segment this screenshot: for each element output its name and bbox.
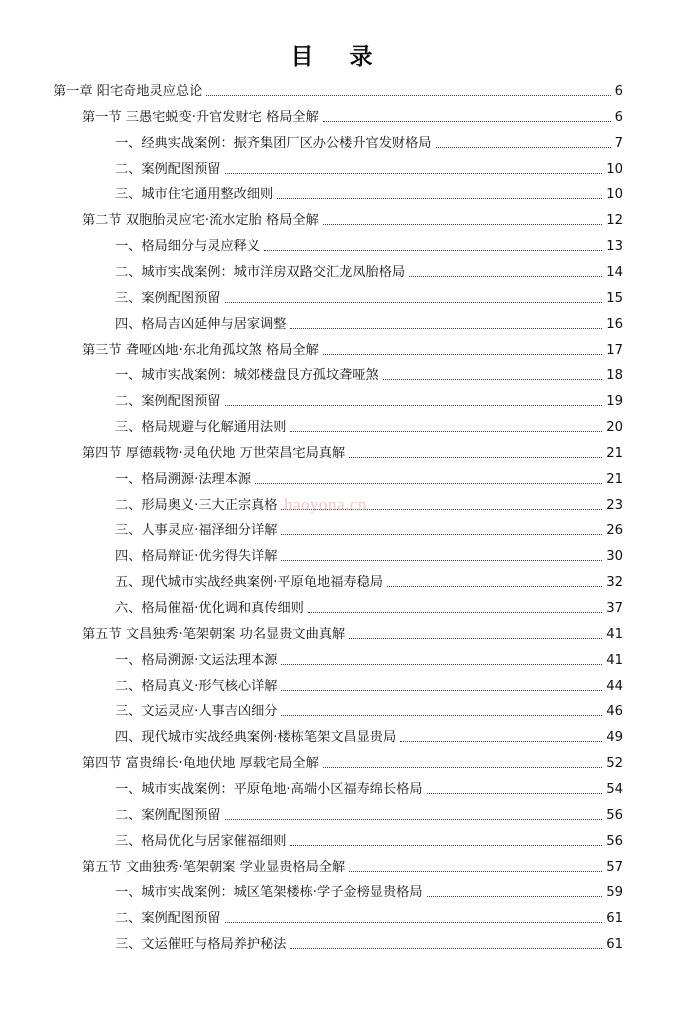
dot-leader [323, 224, 602, 225]
dot-leader [225, 405, 603, 406]
toc-page-number: 23 [606, 497, 623, 513]
toc-chapter-entry [53, 79, 623, 101]
dot-leader [225, 173, 603, 174]
toc-subsection-entry [115, 906, 623, 928]
toc-entry-title: 二、案例配图预留 [115, 911, 221, 927]
toc-entry-title: 三、城市住宅通用整改细则 [115, 187, 274, 203]
toc-entry-title: 三、文运灵应·人事吉凶细分 [115, 704, 278, 720]
toc-entry-title: 一、经典实战案例：振齐集团厂区办公楼升官发财格局 [115, 135, 432, 151]
dot-leader [264, 250, 602, 251]
dot-leader [308, 612, 602, 613]
toc-subsection-entry [115, 880, 623, 902]
toc-page-number: 21 [606, 445, 623, 461]
dot-leader [290, 431, 602, 432]
toc-subsection-entry [115, 932, 623, 954]
toc-page-number: 14 [606, 264, 623, 280]
dot-leader [290, 948, 602, 949]
toc-page-number: 26 [606, 523, 623, 539]
toc-page-number: 56 [606, 807, 623, 823]
toc-subsection-entry [115, 312, 623, 334]
toc-subsection-entry [115, 389, 623, 411]
toc-page-number: 10 [606, 161, 623, 177]
dot-leader [281, 560, 602, 561]
toc-subsection-entry [115, 363, 623, 385]
toc-entry-title: 一、城市实战案例：城郊楼盘艮方孤坟聋哑煞 [115, 368, 379, 384]
dot-leader [225, 922, 603, 923]
toc-subsection-entry [115, 829, 623, 851]
dot-leader [323, 121, 611, 122]
toc-subsection-entry [115, 699, 623, 721]
toc-page-number: 54 [606, 781, 623, 797]
dot-leader [323, 767, 602, 768]
toc-entry-title: 三、格局规避与化解通用法则 [115, 420, 287, 436]
toc-section-entry [82, 441, 623, 463]
toc-entry-title: 第四节 厚德载物·灵龟伏地 万世荣昌宅局真解 [82, 445, 346, 461]
toc-entry-title: 二、案例配图预留 [115, 394, 221, 410]
toc-page-number: 41 [606, 652, 623, 668]
dot-leader [255, 483, 602, 484]
toc-page-number: 12 [606, 213, 623, 229]
toc-page-number: 21 [606, 471, 623, 487]
toc-entry-title: 第三节 聋哑凶地·东北角孤坟煞 格局全解 [82, 342, 319, 358]
dot-leader [400, 741, 602, 742]
dot-leader [427, 793, 603, 794]
dot-leader [225, 302, 603, 303]
toc-entry-title: 第二节 双胞胎灵应宅·流水定胎 格局全解 [82, 213, 319, 229]
toc-entry-title: 一、城市实战案例：城区笔架楼栋·学子金榜显贵格局 [115, 885, 423, 901]
toc-entry-title: 一、格局细分与灵应释义 [115, 239, 261, 255]
toc-page-number: 7 [614, 135, 623, 151]
toc-subsection-entry [115, 648, 623, 670]
toc-section-entry [82, 751, 623, 773]
page-title: 目 录 [290, 44, 387, 70]
toc-page-number: 49 [606, 730, 623, 746]
toc-entry-title: 三、文运催旺与格局养护秘法 [115, 937, 287, 953]
toc-subsection-entry [115, 157, 623, 179]
toc-page-number: 17 [606, 342, 623, 358]
toc-page-number: 37 [606, 601, 623, 616]
toc-entry-title: 二、案例配图预留 [115, 161, 221, 177]
toc-entry-title: 三、案例配图预留 [115, 290, 221, 306]
toc-page-number: 20 [606, 420, 623, 436]
toc-entry-title: 第四节 富贵绵长·龟地伏地 厚载宅局全解 [82, 756, 319, 772]
toc-subsection-entry [115, 570, 623, 592]
toc-page-number: 44 [606, 678, 623, 694]
toc-entry-title: 二、案例配图预留 [115, 807, 221, 823]
toc-page-number: 46 [606, 704, 623, 720]
toc-section-entry [82, 208, 623, 230]
dot-leader [427, 896, 603, 897]
toc-entry-title: 二、城市实战案例：城市洋房双路交汇龙凤胎格局 [115, 264, 406, 280]
toc-page-number: 32 [606, 575, 623, 591]
toc-subsection-entry [115, 260, 623, 282]
toc-page-number: 41 [606, 626, 623, 642]
toc-subsection-entry [115, 674, 623, 696]
toc-entry-title: 第一节 三愚宅蜕变·升官发财宅 格局全解 [82, 109, 319, 125]
dot-leader [290, 328, 602, 329]
toc-subsection-entry [115, 415, 623, 437]
toc-subsection-entry [115, 131, 623, 153]
toc-subsection-entry [115, 803, 623, 825]
toc-entry-title: 三、人事灵应·福泽细分详解 [115, 523, 278, 539]
toc-entry-title: 一、城市实战案例：平原龟地·高端小区福寿绵长格局 [115, 781, 423, 797]
dot-leader [349, 457, 602, 458]
toc-subsection-entry [115, 725, 623, 747]
toc-page-number: 6 [614, 84, 623, 99]
toc-page-number: 61 [606, 937, 623, 953]
dot-leader [436, 147, 611, 148]
toc-entry-title: 三、格局优化与居家催福细则 [115, 833, 287, 849]
toc-subsection-entry [115, 544, 623, 566]
toc-page-number: 52 [606, 756, 623, 772]
toc-page-number: 16 [606, 316, 623, 332]
toc-page-number: 57 [606, 859, 623, 875]
toc-subsection-entry [115, 596, 623, 618]
toc-page-number: 59 [606, 885, 623, 901]
dot-leader [383, 379, 602, 380]
toc-page-number: 15 [606, 290, 623, 306]
toc-subsection-entry [115, 518, 623, 540]
dot-leader [281, 664, 602, 665]
toc-page-number: 10 [606, 187, 623, 203]
toc-page-number: 18 [606, 368, 623, 384]
toc-section-entry [82, 855, 623, 877]
dot-leader [349, 638, 602, 639]
toc-section-entry [82, 622, 623, 644]
toc-subsection-entry [115, 777, 623, 799]
toc-entry-title: 第五节 文昌独秀·笔架朝案 功名显贵文曲真解 [82, 626, 346, 642]
toc-subsection-entry [115, 182, 623, 204]
toc-page-number: 19 [606, 394, 623, 410]
dot-leader [281, 690, 602, 691]
dot-leader [290, 845, 602, 846]
toc-entry-title: 四、格局辩证·优劣得失详解 [115, 549, 278, 565]
toc-subsection-entry [115, 286, 623, 308]
toc-page-number: 56 [606, 833, 623, 849]
toc-entry-title: 一、格局溯源·文运法理本源 [115, 652, 278, 668]
toc-subsection-entry [115, 234, 623, 256]
toc-page-number: 30 [606, 549, 623, 565]
toc-entry-title: 六、格局催福·优化调和真传细则 [115, 601, 304, 616]
toc-entry-title: 五、现代城市实战经典案例·平原龟地福寿稳局 [115, 575, 383, 591]
dot-leader [323, 354, 602, 355]
toc-section-entry [82, 338, 623, 360]
toc-entry-title: 二、格局真义·形气核心详解 [115, 678, 278, 694]
toc-entry-title: 第五节 文曲独秀·笔架朝案 学业显贵格局全解 [82, 859, 346, 875]
toc-subsection-entry [115, 467, 623, 489]
dot-leader [281, 534, 602, 535]
watermark: haoyona.cn [284, 495, 367, 514]
toc-subsection-entry [115, 493, 623, 515]
toc-entry-title: 四、现代城市实战经典案例·楼栋笔架文昌显贵局 [115, 730, 397, 746]
dot-leader [387, 586, 602, 587]
dot-leader [277, 198, 602, 199]
dot-leader [349, 871, 602, 872]
dot-leader [206, 95, 610, 96]
toc-entry-title: 二、形局奥义·三大正宗真格 [115, 497, 278, 513]
toc-page-number: 13 [606, 239, 623, 255]
toc-page-number: 61 [606, 911, 623, 927]
dot-leader [281, 509, 602, 510]
dot-leader [225, 819, 603, 820]
toc-entry-title: 第一章 阳宅奇地灵应总论 [53, 84, 203, 99]
toc-entry-title: 一、格局溯源·法理本源 [115, 471, 252, 487]
dot-leader [281, 715, 602, 716]
toc-entry-title: 四、格局吉凶延伸与居家调整 [115, 316, 287, 332]
toc-section-entry [82, 105, 623, 127]
toc-page-number: 6 [614, 109, 623, 125]
dot-leader [409, 276, 602, 277]
